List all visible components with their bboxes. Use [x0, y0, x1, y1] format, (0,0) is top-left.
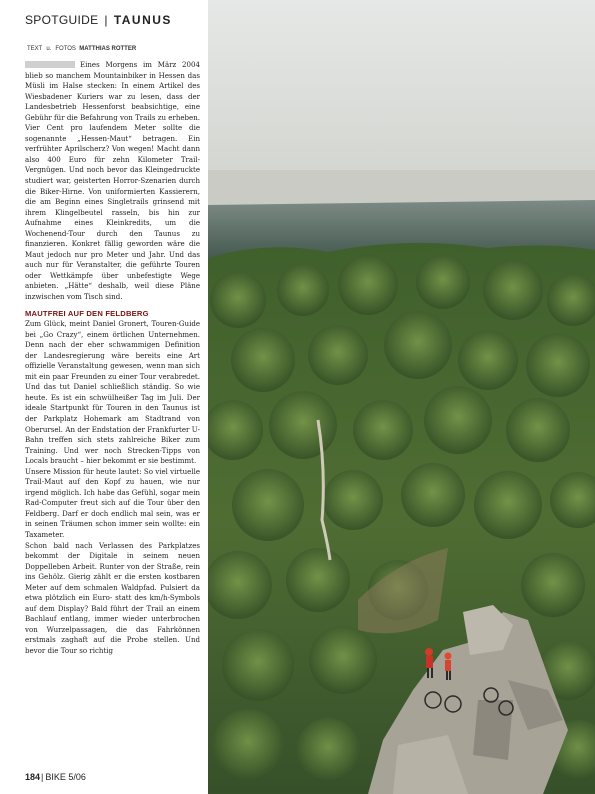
credit-conjunction: u.	[46, 46, 52, 52]
article-paragraph: Schon bald nach Verlassen des Parkplatzes bekommt der Digitale in seinem neuen Doppelleben Arbeit. Runter von der Straße, rein ins Gehölz. Gierig zählt er die ersten kostbaren Meter auf dem schmalen Waldpfad. Pulsiert da etwa plötzlich ein Euro- statt des km/h-Symbols auf dem Display? Bald führt der Trail an einem Bachlauf entlang, immer wieder unterbrochen von Wurzelpassagen, die das Fahrkönnen erstmals zaghaft auf die Probe stellen. Und bevor die Tour so richtig	[25, 540, 200, 656]
section-header	[25, 13, 172, 27]
lead-bar	[25, 61, 75, 68]
page-footer	[25, 772, 86, 782]
paragraph-text: Eines Morgens im März 2004 blieb so manchem Mountainbiker in Hessen das Müsli im Halse stecken: In einem Artikel des Wiesbadener Kuriers war zu lesen, dass der Landesbetrieb Hessenforst beabsichtige, eine Gebühr für die Befahrung von Trails zu erheben. Vier Cent pro laufendem Meter sollte die sogenannte „Hessen-Maut“ betragen. Ein verfrühter Aprilscherz? Von wegen! Macht dann also 400 Euro für zehn Kilometer Trail-Vergnügen. Und noch bevor das Kleingedruckte studiert war, geisterten Horror-Szenarien durch die Biker-Hirne. Von uniformierten Kassierern, die am Beginn eines Singletrails grinsend mit ihrem Klingelbeutel rasseln, bis hin zur Aufnahme eines Kleinkredits, um die Wochenend-Tour durch den Taunus zu finanzieren. Konkret fällig geworden wäre die Maut jedoch nur pro Meter und Jahr. Und das auch nur für Veranstalter, die geführte Touren oder Wettkämpfe über unbefestigte Wege anbieten. „Hätte“ deshalb, weil diese Pläne inzwischen vom Tisch sind.	[25, 60, 200, 302]
region-label: TAUNUS	[113, 13, 172, 27]
forest-photo	[208, 0, 595, 794]
article-paragraph: Unsere Mission für heute lautet: So viel virtuelle Trail-Maut auf den Kopf zu hauen, wie nur irgend möglich. Ich habe das Gefühl, sogar mein Rad-Computer freut sich auf die Tour über den Feldberg. Darf er doch endlich mal sein, was er in seinen Träumen schon immer sein wollte: ein Taxameter.	[25, 466, 200, 540]
text-column	[0, 0, 208, 794]
article-paragraph	[25, 60, 200, 303]
byline	[27, 46, 136, 52]
article-subheading: MAUTFREI AUF DEN FELDBERG	[25, 308, 149, 318]
aerial-forest-image	[208, 0, 595, 794]
magazine-issue: BIKE 5/06	[45, 772, 86, 782]
article-body	[25, 60, 200, 657]
page-number: 184	[25, 772, 41, 782]
footer-separator: |	[41, 772, 44, 782]
article-paragraph: Zum Glück, meint Daniel Gronert, Touren-Guide bei „Go Crazy“, einem örtlichen Unternehmen. Denn nach der eher schwammigen Definition der Landesregierung wäre bereits eine Art offizielle Veranstaltung gewesen, wenn man sich mit ein paar Freunden zu einer Tour verabredet. Und das tut Daniel schließlich ständig. So wie heute. Es ist ein schwülheißer Tag im Juli. Der ideale Startpunkt für Touren in den Taunus ist der Parkplatz Hohemark am Stadtrand von Oberursel. An der Endstation der Frankfurter U-Bahn treffen sich stets zahlreiche Biker zum Training. Und wer noch Strecken-Tipps von Locals braucht – hier bekommt er sie bestimmt.	[25, 319, 200, 466]
sky	[208, 0, 595, 190]
photo-credit-label: FOTOS	[55, 46, 76, 52]
text-credit-label: TEXT	[27, 46, 43, 52]
author-name: MATTHIAS ROTTER	[79, 46, 137, 52]
section-label: SPOTGUIDE	[25, 13, 99, 27]
header-separator: |	[104, 13, 108, 27]
